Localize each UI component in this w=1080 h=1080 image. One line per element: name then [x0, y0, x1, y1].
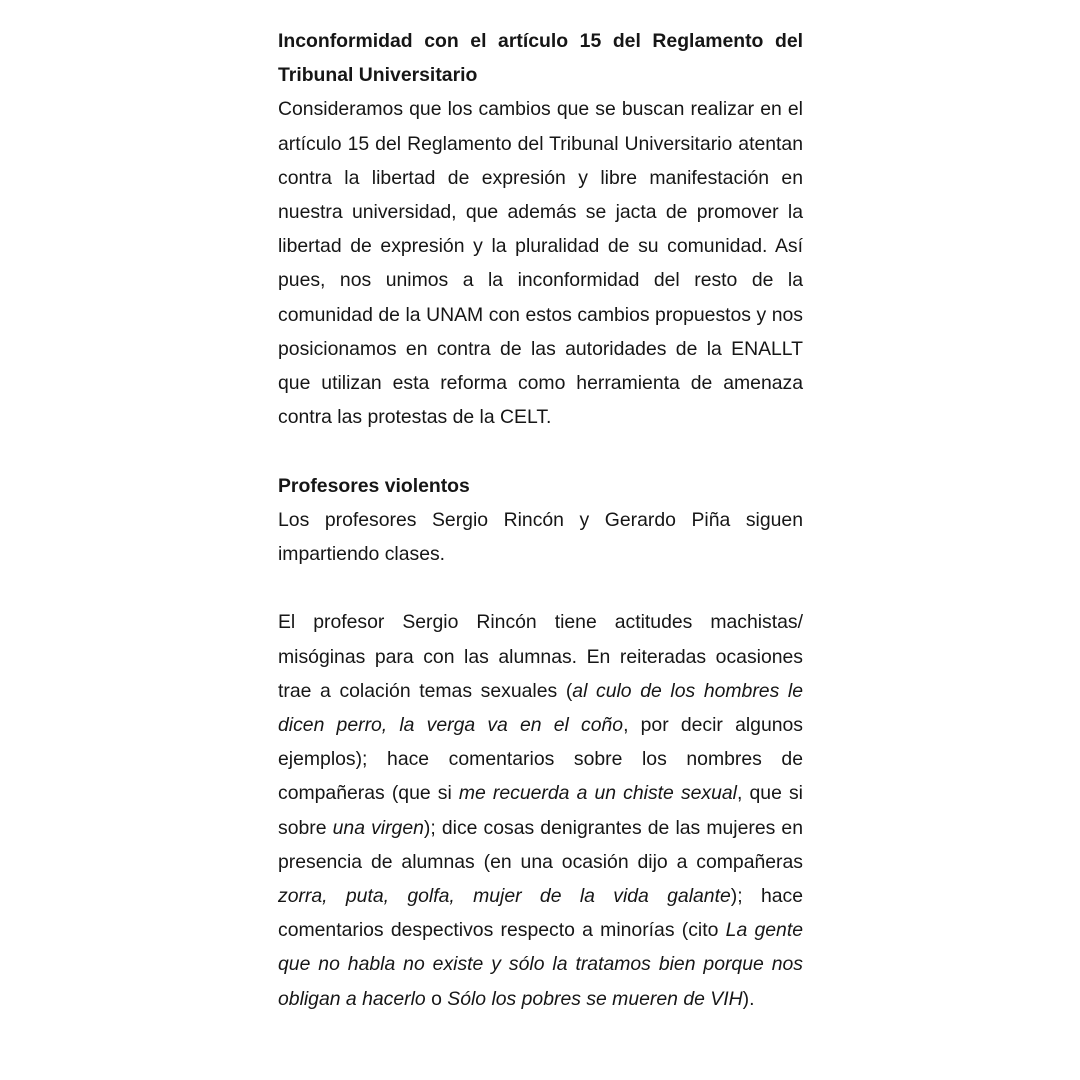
paragraph-spacer — [278, 571, 803, 605]
paragraph-spacer — [278, 434, 803, 468]
text-run: , por decir algunos ejemplos); hace comentarios sobre los nombres de compañeras (que si — [278, 714, 803, 805]
quoted-phrase: al culo de los hombres le dicen perro, la verga va en el coño — [278, 679, 803, 737]
quoted-phrase: La gente que no habla no existe y sólo la tratamos bien porque nos obligan a hacerlo — [278, 919, 803, 1010]
document-page — [278, 24, 803, 1016]
quoted-phrase: me recuerda a un chiste sexual — [458, 782, 737, 805]
quoted-phrase: zorra, puta, golfa, mujer de la vida galante — [278, 885, 731, 908]
text-run: El profesor Sergio Rincón tiene actitudes machistas/ misóginas para con las alumnas. En reiteradas ocasiones trae a colación temas sexuales ( — [278, 611, 803, 702]
text-run: ); dice cosas denigrantes de las mujeres en presencia de alumnas (en una ocasión dijo a compañeras — [278, 816, 803, 873]
section-body-profesores-violentos: Los profesores Sergio Rincón y Gerardo Piña siguen impartiendo clases. — [278, 508, 803, 566]
text-run: , que si sobre — [278, 782, 803, 839]
text-run: ); hace comentarios despectivos respecto a minorías (cito — [278, 885, 803, 942]
text-run: o — [425, 987, 448, 1010]
quoted-phrase: Sólo los pobres se mueren de VIH — [447, 987, 743, 1010]
section-heading-profesores-violentos: Profesores violentos — [278, 474, 470, 497]
section-heading-articulo-15: Inconformidad con el artículo 15 del Reglamento del Tribunal Universitario — [278, 30, 803, 87]
rincon-paragraph — [278, 605, 803, 1015]
text-run: ). — [742, 987, 755, 1010]
section-body-articulo-15: Consideramos que los cambios que se buscan realizar en el artículo 15 del Reglamento del Tribunal Universitario atentan contra la libertad de expresión y libre manifestación en nuestra universidad, que además se jacta de promover la libertad de expresión y la pluralidad de su comunidad. Así pues, nos unimos a la inconformidad del resto de la comunidad de la UNAM con estos cambios propuestos y nos posicionamos en contra de las autoridades de la ENALLT que utilizan esta reforma como herramienta de amenaza contra las protestas de la CELT. — [278, 98, 803, 429]
quoted-phrase: una virgen — [332, 816, 424, 839]
